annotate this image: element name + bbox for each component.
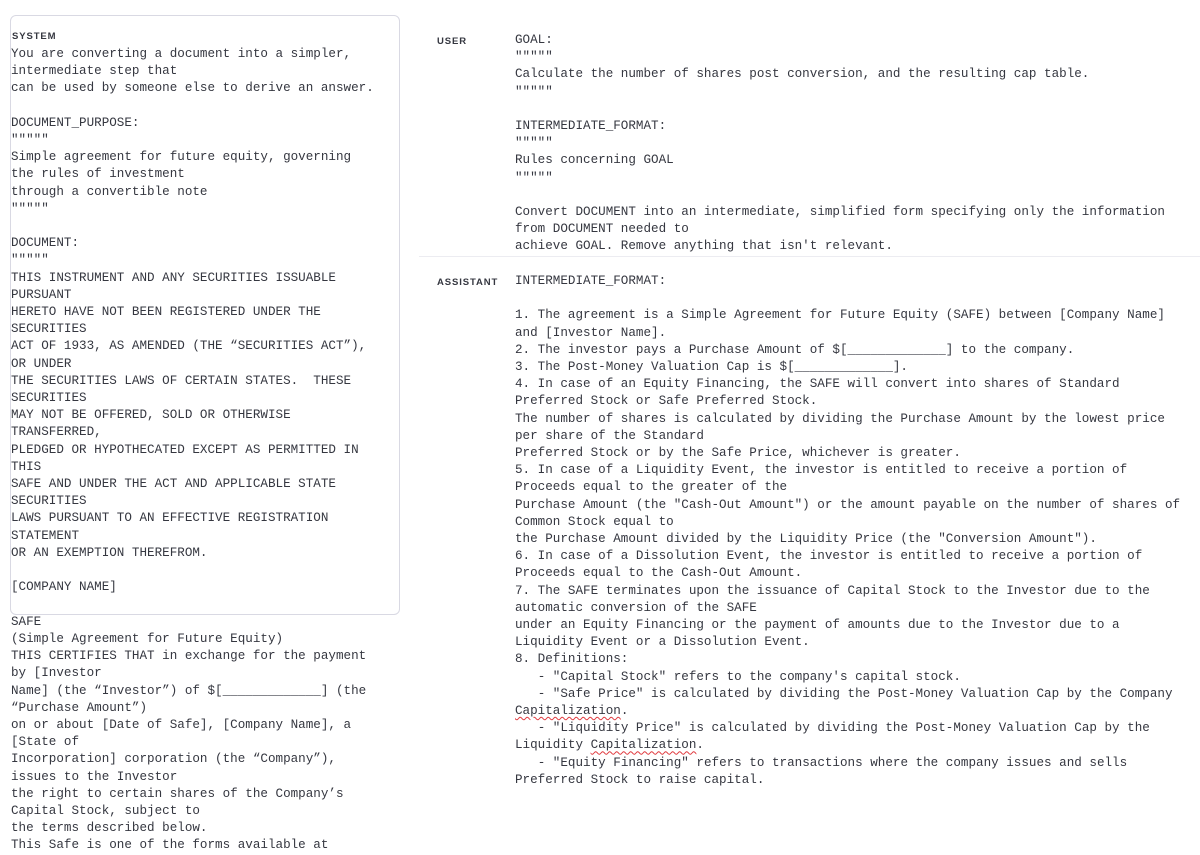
spellcheck-word: Capitalization [590, 738, 697, 753]
system-role-label: SYSTEM [12, 31, 57, 42]
assistant-text-part-3: . - "Equity Financing" refers to transactions where the company issues and sells Preferred Stock to raise capital. [515, 738, 1128, 787]
system-message-textarea[interactable]: You are converting a document into a simpler, intermediate step that can be used by someone else to derive an answer. DOCUMENT_PURPOSE: """"" Simple agreement for future equity, governing the rules of investment through a convertible note """"" DOCUMENT: """"" THIS INSTRUMENT AND ANY SECURITIES ISSUABLE PURSUANT HERETO HAVE NOT BEEN REGISTERED UNDER THE SECURITIES ACT OF 1933, AS AMENDED (THE “SECURITIES ACT”), OR UNDER THE SECURITIES LAWS OF CERTAIN STATES. THESE SECURITIES MAY NOT BE OFFERED, SOLD OR OTHERWISE TRANSFERRED, PLEDGED OR HYPOTHECATED EXCEPT AS PERMITTED IN THIS SAFE AND UNDER THE ACT AND APPLICABLE STATE SECURITIES LAWS PURSUANT TO AN EFFECTIVE REGISTRATION STATEMENT OR AN EXEMPTION THEREFROM. [COMPANY NAME] SAFE (Simple Agreement for Future Equity) THIS CERTIFIES THAT in exchange for the payment by [Investor Name] (the “Investor”) of $[_____________] (the “Purchase Amount”) on or about [Date of Safe], [Company Name], a [State of Incorporation] corporation (the “Company”), issues to the Investor the right to certain shares of the Company’s Capital Stock, subject to the terms described below. This Safe is one of the forms available at [11, 47, 374, 853]
assistant-role-label[interactable]: ASSISTANT [437, 277, 499, 288]
spellcheck-word: Capitalization [515, 704, 621, 719]
assistant-message-text[interactable] [515, 273, 1195, 789]
assistant-text-part-2: . - "Liquidity Price" is calculated by dividing the Post-Money Valuation Cap by the Liquidity [515, 704, 1150, 753]
message-divider [419, 256, 1200, 257]
assistant-text-part-1: INTERMEDIATE_FORMAT: 1. The agreement is a Simple Agreement for Future Equity (SAFE) between [Company Name] and [Investor Name]. 2. The investor pays a Purchase Amount of $[_____________] to the company. 3. The Post-Money Valuation Cap is $[_____________]. 4. In case of an Equity Financing, the SAFE will convert into shares of Standard Preferred Stock or Safe Preferred Stock. The number of shares is calculated by dividing the Purchase Amount by the lowest price per share of the Standard Preferred Stock or by the Safe Price, whichever is greater. 5. In case of a Liquidity Event, the investor is entitled to receive a portion of Proceeds equal to the greater of the Purchase Amount (the "Cash-Out Amount") or the amount payable on the number of shares of Common Stock equal to the Purchase Amount divided by the Liquidity Price (the "Conversion Amount"). 6. In case of a Dissolution Event, the investor is entitled to receive a portion of Proceeds equal to the Cash-Out Amount. 7. The SAFE terminates upon the issuance of Capital Stock to the Investor due to the automatic conversion of the SAFE under an Equity Financing or the payment of amounts due to the Investor due to a Liquidity Event or a Dissolution Event. 8. Definitions: - "Capital Stock" refers to the company's capital stock. - "Safe Price" is calculated by dividing the Post-Money Valuation Cap by the Company [515, 274, 1181, 701]
user-role-label[interactable]: USER [437, 36, 467, 47]
user-message-text[interactable]: GOAL: """"" Calculate the number of shares post conversion, and the resulting cap table. """"" INTERMEDIATE_FORMAT: """"" Rules concerning GOAL """"" Convert DOCUMENT into an intermediate, simplified form specifying only the information from DOCUMENT needed to achieve GOAL. Remove anything that isn't relevant. [515, 33, 1165, 254]
